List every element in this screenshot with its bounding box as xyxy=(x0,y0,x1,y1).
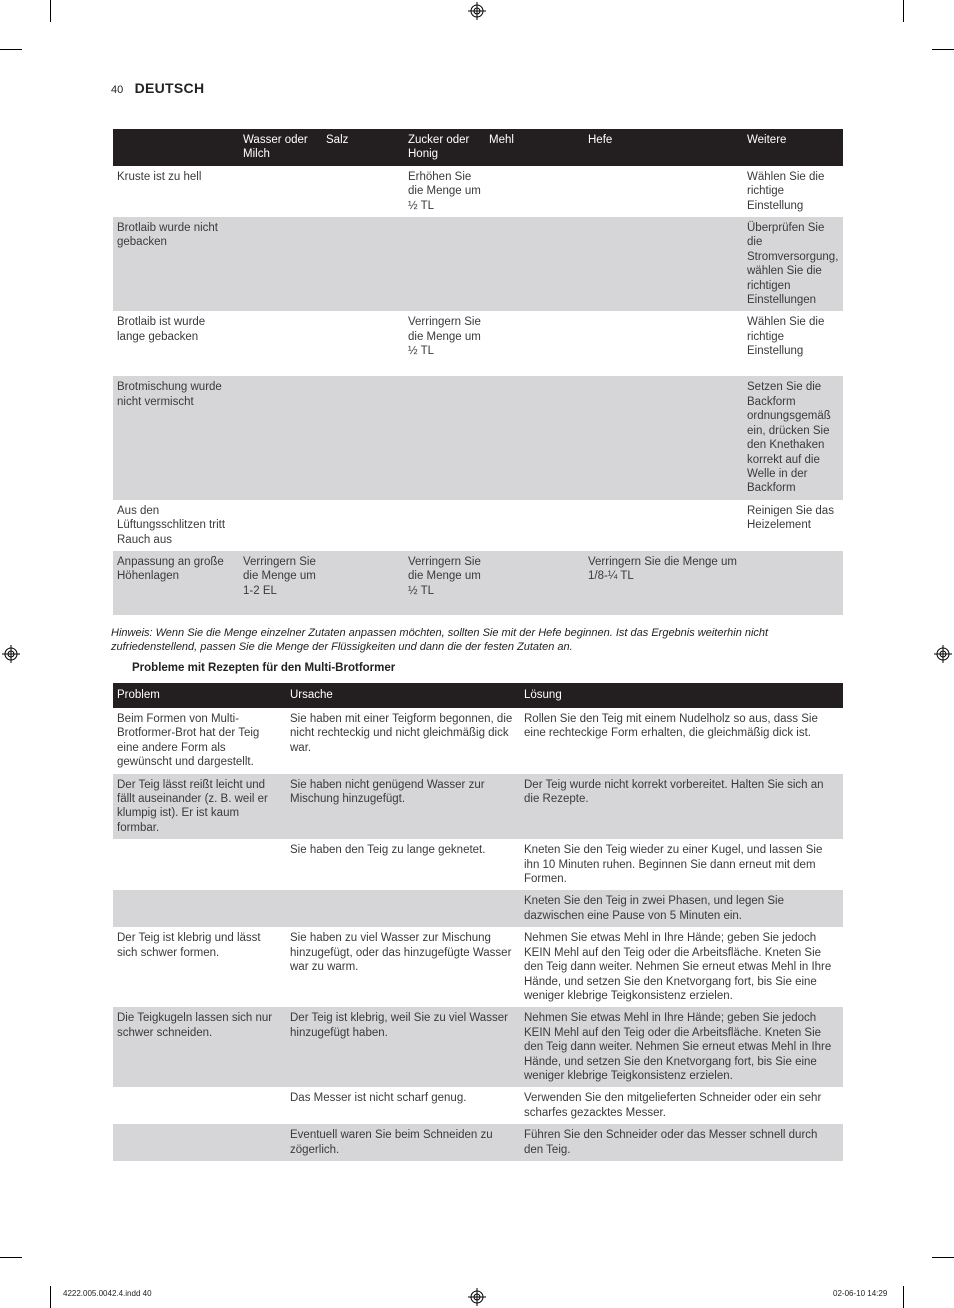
table-row xyxy=(113,774,843,840)
recipe-problems-table xyxy=(113,683,843,1161)
table-cell xyxy=(404,500,485,551)
table-cell: Sie haben nicht genügend Wasser zur Mischung hinzugefügt. xyxy=(286,774,520,840)
crop-mark xyxy=(932,49,954,50)
table-row xyxy=(113,927,843,1007)
table-cell: Sie haben den Teig zu lange geknetet. xyxy=(290,844,486,857)
column-header: Wasser oder Milch xyxy=(239,129,322,166)
table-cell: Erhöhen Sie die Menge um ½ TL xyxy=(408,170,481,212)
table-cell xyxy=(239,217,322,311)
table-cell: Das Messer ist nicht scharf genug. xyxy=(290,1092,467,1105)
table-row xyxy=(113,839,843,890)
table-cell xyxy=(404,217,485,311)
table-cell: Führen Sie den Schneider oder das Messer schnell durch den Teig. xyxy=(520,1124,843,1161)
crop-mark xyxy=(903,1286,904,1308)
table-row xyxy=(113,376,843,499)
table-row xyxy=(113,551,843,615)
footer-file-info: 4222.005.0042.4.indd 40 xyxy=(63,1289,152,1298)
table-row xyxy=(113,1124,843,1161)
table-row xyxy=(113,1007,843,1087)
page-number: 40 xyxy=(111,84,124,96)
table-cell xyxy=(239,311,322,376)
registration-mark-icon xyxy=(468,2,486,20)
column-header: Mehl xyxy=(485,129,584,166)
table-cell xyxy=(113,890,286,927)
column-header xyxy=(113,129,239,166)
table-row xyxy=(113,311,843,376)
column-header: Problem xyxy=(113,683,286,708)
table-cell: Der Teig lässt reißt leicht und fällt auseinander (z. B. weil er klumpig ist). Er ist kaum formbar. xyxy=(113,774,286,840)
table-cell xyxy=(322,311,404,376)
table-cell xyxy=(322,166,404,217)
crop-mark xyxy=(932,1257,954,1258)
table-cell: Brotmischung wurde nicht vermischt xyxy=(113,376,239,499)
table-cell: Aus den Lüftungsschlitzen tritt Rauch aus xyxy=(117,504,226,546)
table-cell xyxy=(485,166,584,217)
table-cell xyxy=(322,500,404,551)
table-cell: Eventuell waren Sie beim Schneiden zu zögerlich. xyxy=(286,1124,520,1161)
hint-note: Hinweis: Wenn Sie die Menge einzelner Zutaten anpassen möchten, sollten Sie mit der Hefe beginnen. Ist das Ergebnis weiterhin nicht zufriedenstellend, passen Sie die Menge der Flüssigkeiten und dann die der festen Zutaten an. xyxy=(111,627,769,654)
column-header: Ursache xyxy=(286,683,520,708)
column-header: Hefe xyxy=(584,129,743,166)
table-header-row xyxy=(113,683,843,708)
column-header: Zucker oder Honig xyxy=(404,129,485,166)
troubleshooting-table xyxy=(113,129,843,615)
table-cell xyxy=(485,217,584,311)
table-cell xyxy=(322,551,404,615)
table-cell: Kruste ist zu hell xyxy=(117,170,202,183)
table-cell: Setzen Sie die Backform ordnungsgemäß ein, drücken Sie den Knethaken korrekt auf die Welle in der Backform xyxy=(743,376,843,499)
table-cell xyxy=(584,500,743,551)
table-cell: Reinigen Sie das Heizelement xyxy=(747,504,834,532)
footer-datetime: 02-06-10 14:29 xyxy=(833,1289,888,1298)
table-cell: Brotlaib ist wurde lange gebacken xyxy=(117,316,206,343)
table-cell: Verringern Sie die Menge um ½ TL xyxy=(404,551,485,615)
table-cell: Anpassung an große Höhenlagen xyxy=(113,551,239,615)
table-cell xyxy=(485,551,584,615)
table-cell xyxy=(584,217,743,311)
table-cell xyxy=(322,217,404,311)
table-cell: Die Teigkugeln lassen sich nur schwer schneiden. xyxy=(113,1007,286,1087)
table-header-row xyxy=(113,129,843,166)
table-cell: Der Teig ist klebrig, weil Sie zu viel Wasser hinzugefügt haben. xyxy=(286,1007,520,1087)
table-cell: Brotlaib wurde nicht gebacken xyxy=(113,217,239,311)
table-cell xyxy=(584,376,743,499)
table-cell: Der Teig wurde nicht korrekt vorbereitet. Halten Sie sich an die Rezepte. xyxy=(520,774,843,840)
crop-mark xyxy=(0,49,22,50)
table-cell: Wählen Sie die richtige Einstellung xyxy=(747,170,825,212)
crop-mark xyxy=(50,1286,51,1308)
table-cell: Sie haben mit einer Teigform begonnen, die nicht rechteckig und nicht gleichmäßig dick war. xyxy=(290,713,513,754)
table-cell xyxy=(485,500,584,551)
table-cell: Beim Formen von Multi-Brotformer-Brot hat der Teig eine andere Form als gewünscht und dargestellt. xyxy=(117,713,260,769)
table-cell: Rollen Sie den Teig mit einem Nudelholz so aus, dass Sie eine rechteckige Form erhalten, die gleichmäßig dick ist. xyxy=(524,713,818,740)
table-cell xyxy=(239,166,322,217)
table-row xyxy=(113,708,843,774)
table-row xyxy=(113,1087,843,1124)
table-cell xyxy=(286,890,520,927)
registration-mark-icon xyxy=(934,645,952,663)
table-row xyxy=(113,500,843,551)
crop-mark xyxy=(903,0,904,22)
table-cell xyxy=(239,376,322,499)
column-header: Weitere xyxy=(743,129,843,166)
table-cell xyxy=(404,376,485,499)
table-cell: Nehmen Sie etwas Mehl in Ihre Hände; geben Sie jedoch KEIN Mehl auf den Teig oder die Arbeitsfläche. Kneten Sie den Teig dann weiter. Nehmen Sie erneut etwas Mehl in Ihre Hände, und setzen Sie den Knetvorgang fort, bis Sie eine weniger klebrige Teigkonsistenz erzielen. xyxy=(524,932,832,1002)
table-cell: Sie haben zu viel Wasser zur Mischung hinzugefügt, oder das hinzugefügte Wasser war zu warm. xyxy=(290,932,512,974)
table-row xyxy=(113,166,843,217)
crop-mark xyxy=(0,1257,22,1258)
table-cell: Verringern Sie die Menge um 1/8-¼ TL xyxy=(584,551,743,615)
table-cell: Verringern Sie die Menge um ½ TL xyxy=(408,316,481,358)
table-cell: Nehmen Sie etwas Mehl in Ihre Hände; geben Sie jedoch KEIN Mehl auf den Teig oder die Arbeitsfläche. Kneten Sie den Teig dann weiter. Nehmen Sie erneut etwas Mehl in Ihre Hände, und setzen Sie den Knetvorgang fort, bis Sie eine weniger klebrige Teigkonsistenz erzielen. xyxy=(520,1007,843,1087)
table-cell xyxy=(485,376,584,499)
table-cell: Überprüfen Sie die Stromversorgung, wählen Sie die richtigen Einstellungen xyxy=(743,217,843,311)
table-row xyxy=(113,217,843,311)
table-cell xyxy=(743,551,843,615)
table-cell: Verringern Sie die Menge um 1-2 EL xyxy=(239,551,322,615)
table-cell: Verwenden Sie den mitgelieferten Schneider oder ein sehr scharfes gezacktes Messer. xyxy=(524,1092,822,1119)
table-cell: Der Teig ist klebrig und lässt sich schwer formen. xyxy=(117,932,261,959)
table-cell xyxy=(322,376,404,499)
table-cell xyxy=(584,311,743,376)
column-header: Lösung xyxy=(520,683,843,708)
table-cell xyxy=(113,839,286,890)
crop-mark xyxy=(50,0,51,22)
table-cell xyxy=(584,166,743,217)
section-title: Probleme mit Rezepten für den Multi-Brotformer xyxy=(132,662,396,674)
table-cell xyxy=(113,1124,286,1161)
table-cell xyxy=(239,500,322,551)
page-header xyxy=(111,80,204,96)
registration-mark-icon xyxy=(2,645,20,663)
table-row xyxy=(113,890,843,927)
column-header: Salz xyxy=(322,129,404,166)
table-cell xyxy=(485,311,584,376)
table-cell: Wählen Sie die richtige Einstellung xyxy=(747,316,825,358)
table-cell xyxy=(113,1087,286,1124)
language-heading: DEUTSCH xyxy=(134,80,205,96)
table-cell: Kneten Sie den Teig wieder zu einer Kugel, und lassen Sie ihn 10 Minuten ruhen. Beginnen Sie dann erneut mit dem Formen. xyxy=(524,844,823,886)
table-cell: Kneten Sie den Teig in zwei Phasen, und legen Sie dazwischen eine Pause von 5 Minuten ein. xyxy=(520,890,843,927)
registration-mark-icon xyxy=(468,1288,486,1306)
